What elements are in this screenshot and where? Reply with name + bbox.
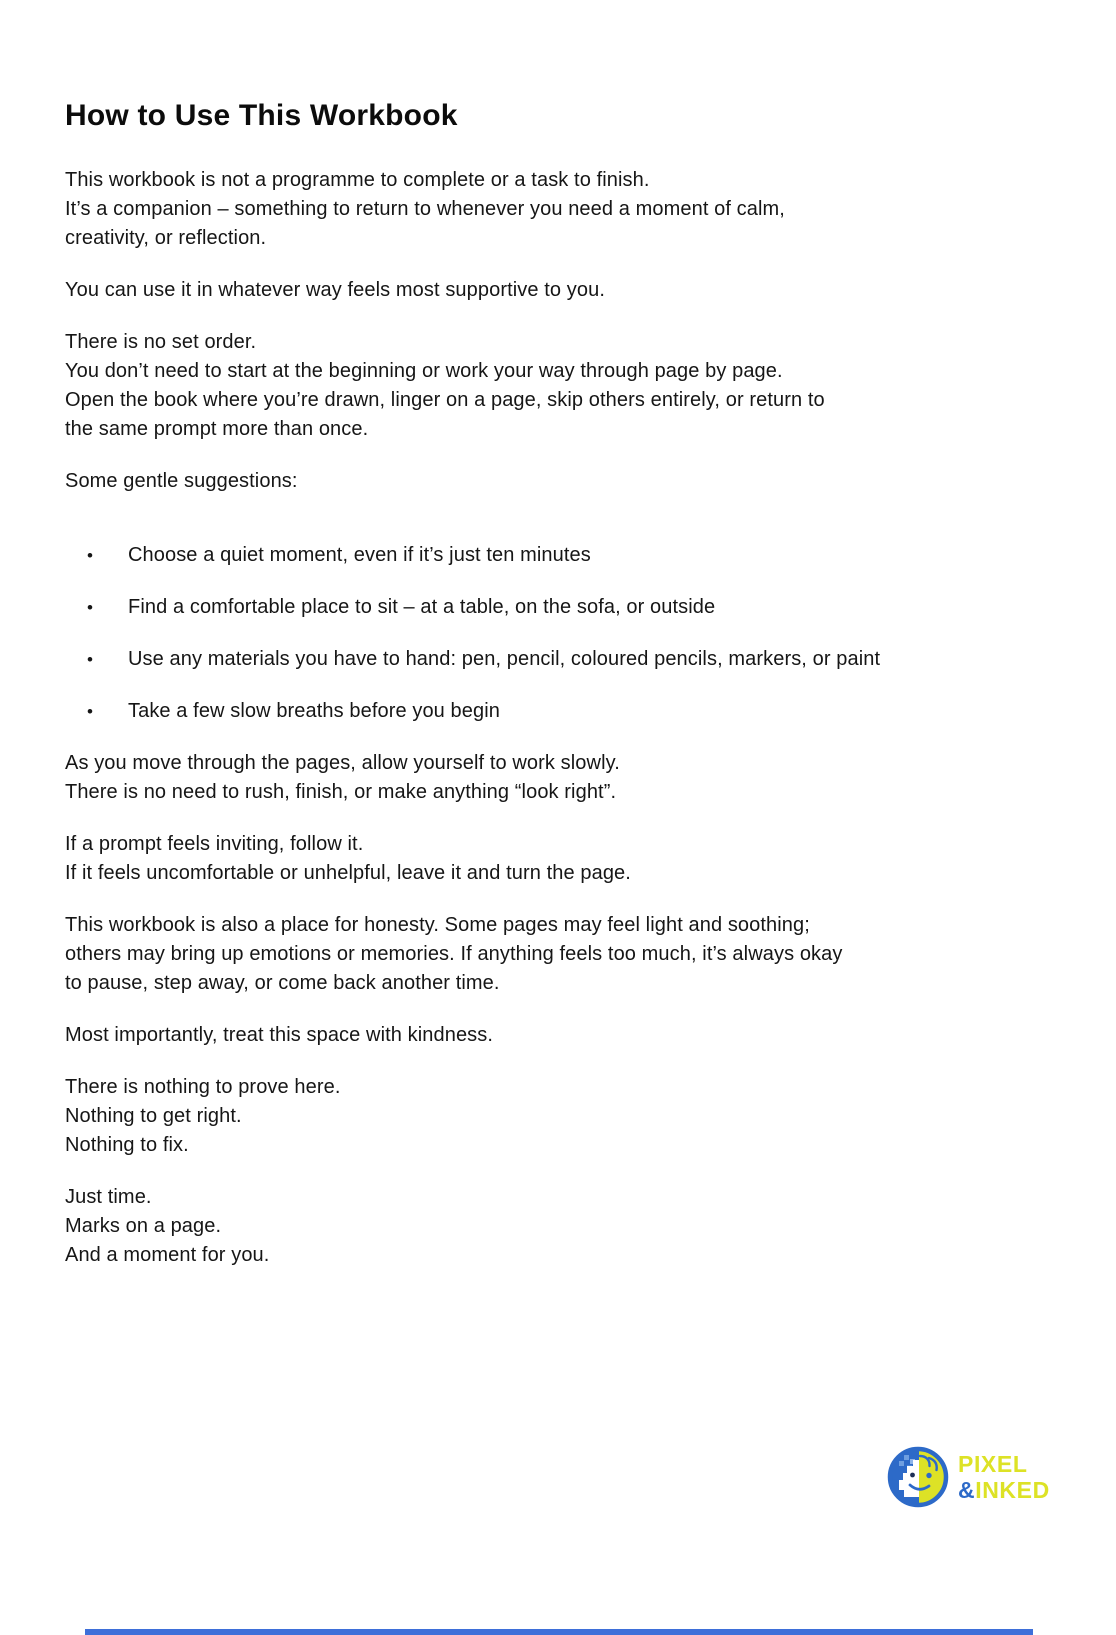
text-line: Take a few slow breaths before you begin: [128, 700, 500, 722]
paragraph: [65, 830, 1065, 888]
text-line: Choose a quiet moment, even if it’s just ten minutes: [128, 544, 591, 566]
text-line: This workbook is also a place for honesty. Some pages may feel light and soothing;: [65, 914, 810, 936]
text-line: paint: [836, 648, 881, 670]
paragraph: [65, 166, 1065, 253]
list-item: [65, 697, 1065, 726]
list-item: [65, 541, 1065, 570]
text-line: Marks on a page.: [65, 1215, 222, 1237]
text-line: If a prompt feels inviting, follow it.: [65, 833, 364, 855]
bullet-marker-icon: •: [87, 650, 94, 669]
text-line: Most importantly, treat this space with kindness.: [65, 1024, 494, 1046]
text-line: others may bring up emotions or memories. If anything feels too much, it’s always okay: [65, 943, 843, 965]
bullet-marker-icon: •: [87, 598, 94, 617]
text-line: Nothing to get right.: [65, 1105, 242, 1127]
text-line: This workbook is not a programme to complete or a task to finish.: [65, 169, 650, 191]
text-line: creativity, or reflection.: [65, 227, 267, 249]
logo-word-inked-text: INKED: [975, 1477, 1050, 1503]
page-content: [65, 99, 1065, 1293]
text-line: Just time.: [65, 1186, 152, 1208]
text-line: Open the book where you’re drawn, linger on a page, skip others entirely, or return to: [65, 389, 825, 411]
paragraph: [65, 328, 1065, 444]
text-line: Find a comfortable place to sit – at a table, on the sofa, or outside: [128, 596, 716, 618]
pixel-and-inked-logo: [886, 1445, 1050, 1509]
text-line: It’s a companion – something to return to whenever you need a moment of calm,: [65, 198, 785, 220]
pixel-inked-face-icon: [886, 1445, 950, 1509]
bullet-marker-icon: •: [87, 702, 94, 721]
bullet-text: [128, 645, 1065, 674]
paragraph: [65, 276, 1065, 305]
paragraph: [65, 911, 1065, 998]
bullet-text: [128, 593, 1065, 622]
list-item: [65, 645, 1065, 674]
text-line: There is no set order.: [65, 331, 257, 353]
logo-word-inked: [958, 1477, 1050, 1503]
list-item: [65, 593, 1065, 622]
logo-wordmark: [958, 1451, 1050, 1503]
text-line: You can use it in whatever way feels most supportive to you.: [65, 279, 605, 301]
paragraph: [65, 749, 1065, 807]
text-line: Nothing to fix.: [65, 1134, 189, 1156]
paragraph: [65, 1021, 1065, 1050]
footer-accent-bar: [85, 1629, 1033, 1635]
text-line: As you move through the pages, allow yourself to work slowly.: [65, 752, 620, 774]
paragraph: [65, 1183, 1065, 1270]
text-line: Use any materials you have to hand: pen, pencil, coloured pencils, markers, or: [128, 648, 831, 670]
text-line: to pause, step away, or come back another time.: [65, 972, 500, 994]
bullet-text: [128, 697, 1065, 726]
paragraph: [65, 467, 1065, 496]
text-line: Some gentle suggestions:: [65, 470, 298, 492]
logo-ampersand: &: [958, 1477, 976, 1503]
text-line: the same prompt more than once.: [65, 418, 369, 440]
logo-word-pixel: PIXEL: [958, 1451, 1028, 1477]
bullet-marker-icon: •: [87, 546, 94, 565]
text-line: You don’t need to start at the beginning or work your way through page by page.: [65, 360, 783, 382]
text-line: There is nothing to prove here.: [65, 1076, 341, 1098]
text-line: There is no need to rush, finish, or make anything “look right”.: [65, 781, 617, 803]
bullet-text: [128, 541, 1065, 570]
text-line: And a moment for you.: [65, 1244, 270, 1266]
page-title: How to Use This Workbook: [65, 99, 458, 132]
paragraph: [65, 1073, 1065, 1160]
text-line: If it feels uncomfortable or unhelpful, leave it and turn the page.: [65, 862, 631, 884]
bullet-list: [65, 541, 1065, 726]
